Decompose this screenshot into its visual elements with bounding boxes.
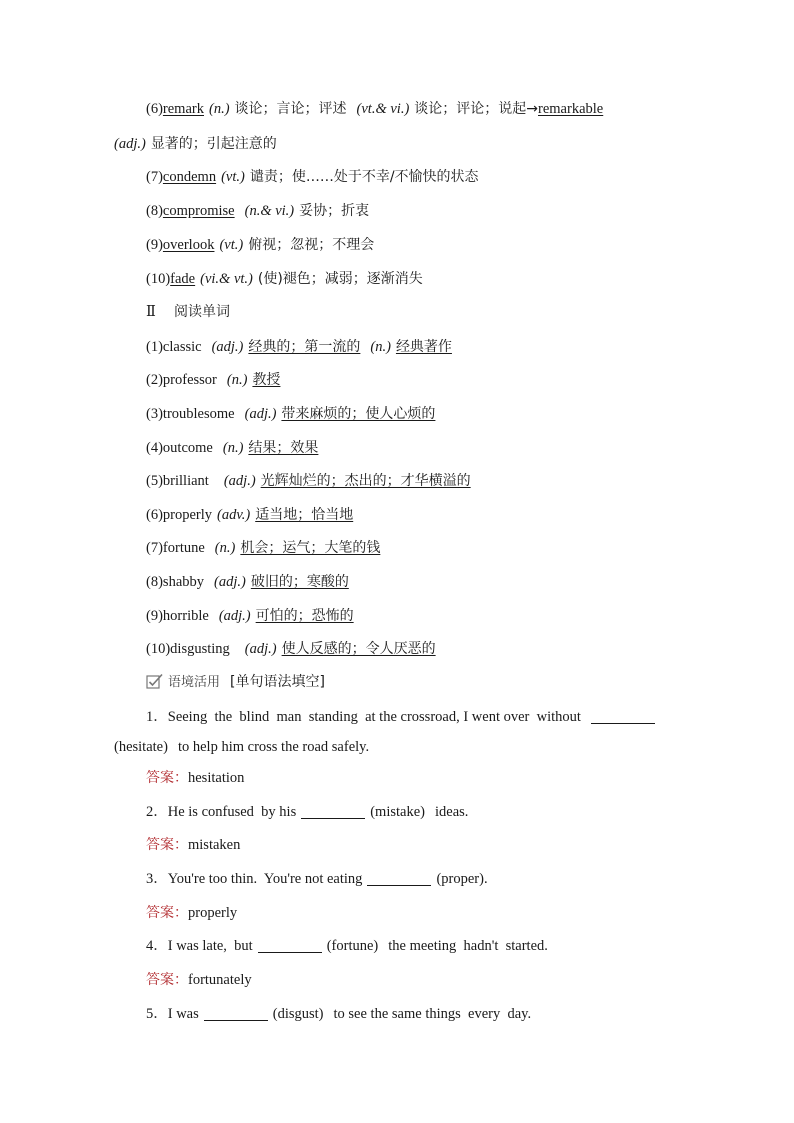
word: compromise [162, 203, 235, 219]
meaning: 带来麻烦的；使人心烦的 [281, 406, 436, 422]
item-number: (3) [146, 406, 163, 422]
answer-label: 答案： [146, 972, 188, 988]
part-of-speech: (vt.) [219, 237, 244, 253]
question-number: 3． [146, 871, 168, 887]
reading-word-7 [146, 538, 380, 558]
exercise-5-question [146, 1004, 531, 1024]
writing-word-9 [146, 235, 374, 255]
part-of-speech: (n.) [226, 372, 248, 388]
exercise-1-answer [146, 768, 244, 788]
word: outcome [162, 440, 213, 456]
word-hint: (mistake) [370, 804, 425, 820]
meaning: 教授 [252, 372, 281, 388]
meaning: 使人反感的；令人厌恶的 [281, 641, 436, 657]
part-of-speech: (adj.) [218, 608, 251, 624]
answer-text: fortunately [188, 972, 252, 988]
answer-label: 答案： [146, 905, 188, 921]
item-number: (5) [146, 473, 163, 489]
meaning: 谈论；评论；说起→ [414, 101, 539, 117]
reading-word-3 [146, 404, 435, 424]
question-number: 4． [146, 938, 168, 954]
question-number: 1． [146, 709, 168, 725]
section-numeral: Ⅱ [146, 304, 156, 320]
reading-word-5 [146, 471, 471, 491]
question-text: the meeting hadn't started. [388, 938, 548, 954]
question-text: to help him cross the road safely. [177, 739, 370, 755]
meaning: 光辉灿烂的；杰出的；才华横溢的 [260, 473, 471, 489]
word: fade [170, 271, 196, 287]
exercise-4-answer [146, 970, 252, 990]
reading-word-10 [146, 639, 436, 659]
exercise-2-question [146, 802, 468, 822]
part-of-speech: (n.) [208, 101, 230, 117]
part-of-speech: (adj.) [244, 406, 277, 422]
answer-blank[interactable] [204, 1006, 268, 1021]
exercise-4-question [146, 936, 548, 956]
word: classic [162, 339, 202, 355]
word: shabby [162, 574, 205, 590]
part-of-speech: (vi.& vt.) [200, 271, 253, 287]
writing-word-10 [146, 269, 423, 289]
answer-label: 答案： [146, 837, 188, 853]
question-text: I was late, but [167, 938, 253, 954]
question-text: You're too thin. You're not eating [167, 871, 363, 887]
exercise-title: [单句语法填空] [230, 674, 325, 690]
item-number: (10) [146, 271, 171, 287]
meaning: 谴责；使……处于不幸/不愉快的状态 [249, 169, 479, 185]
item-number: (6) [146, 101, 163, 117]
reading-word-2 [146, 370, 280, 390]
item-number: (2) [146, 372, 163, 388]
part-of-speech: (vt.& vi.) [356, 101, 410, 117]
item-number: (9) [146, 237, 163, 253]
meaning: 结果；效果 [248, 440, 319, 456]
word: professor [162, 372, 217, 388]
word-hint: (fortune) [326, 938, 379, 954]
word: condemn [162, 169, 217, 185]
question-text: He is confused by his [167, 804, 297, 820]
meaning: 经典著作 [395, 339, 452, 355]
meaning: (使)褪色；减弱；逐渐消失 [257, 271, 423, 287]
reading-word-9 [146, 606, 354, 626]
reading-word-1 [146, 337, 452, 357]
part-of-speech: (n.& vi.) [244, 203, 295, 219]
exercise-header [146, 672, 325, 693]
word: remark [162, 101, 204, 117]
word: disgusting [170, 641, 230, 657]
part-of-speech: (vt.) [221, 169, 245, 185]
meaning: 经典的；第一流的 [248, 339, 361, 355]
part-of-speech: (n.) [222, 440, 244, 456]
answer-blank[interactable] [301, 804, 365, 819]
checkbox-pencil-icon [146, 673, 164, 689]
exercise-tag-label: 语境活用 [168, 675, 221, 690]
item-number: (7) [146, 169, 163, 185]
answer-blank[interactable] [591, 709, 655, 724]
word: properly [162, 507, 213, 523]
writing-word-6 [146, 99, 603, 119]
question-number: 2． [146, 804, 168, 820]
word: overlook [162, 237, 215, 253]
word-hint: (hesitate) [114, 739, 168, 755]
answer-blank[interactable] [258, 938, 322, 953]
question-text: I was [167, 1006, 199, 1022]
meaning: 机会；运气；大笔的钱 [240, 540, 381, 556]
answer-text: mistaken [188, 837, 241, 853]
part-of-speech: (adj.) [211, 339, 244, 355]
item-number: (7) [146, 540, 163, 556]
meaning: 谈论；言论；评述 [234, 101, 347, 117]
meaning: 适当地；恰当地 [255, 507, 354, 523]
question-text: to see the same things every day. [333, 1006, 532, 1022]
answer-text: properly [188, 905, 238, 921]
word: brilliant [162, 473, 209, 489]
meaning: 妥协；折衷 [299, 203, 370, 219]
part-of-speech: (n.) [214, 540, 236, 556]
word: fortune [162, 540, 205, 556]
meaning: 显著的；引起注意的 [150, 136, 277, 152]
item-number: (10) [146, 641, 171, 657]
item-number: (9) [146, 608, 163, 624]
exercise-3-answer [146, 903, 237, 923]
part-of-speech: (adv.) [217, 507, 251, 523]
item-number: (1) [146, 339, 163, 355]
section-title: 阅读单词 [174, 304, 230, 320]
question-text: Seeing the blind man standing at the crossroad, I went over without [167, 709, 581, 725]
exercise-3-question [146, 869, 488, 889]
section-heading-reading [146, 302, 230, 322]
word-hint: (disgust) [272, 1006, 324, 1022]
answer-text: hesitation [188, 770, 245, 786]
question-text: . [483, 871, 488, 887]
question-text: ideas. [434, 804, 469, 820]
exercise-2-answer [146, 835, 240, 855]
answer-label: 答案： [146, 770, 188, 786]
exercise-1-question [146, 707, 655, 727]
part-of-speech: (adj.) [114, 136, 146, 152]
part-of-speech: (adj.) [244, 641, 277, 657]
part-of-speech: (adj.) [214, 574, 246, 590]
item-number: (6) [146, 507, 163, 523]
derived-word: remarkable [538, 101, 604, 117]
meaning: 破旧的；寒酸的 [250, 574, 349, 590]
reading-word-4 [146, 438, 318, 458]
answer-blank[interactable] [367, 871, 431, 886]
item-number: (8) [146, 203, 163, 219]
reading-word-8 [146, 572, 349, 592]
reading-word-6 [146, 505, 353, 525]
word: troublesome [162, 406, 235, 422]
meaning: 可怕的；恐怖的 [255, 608, 354, 624]
word: horrible [162, 608, 209, 624]
item-number: (8) [146, 574, 163, 590]
part-of-speech: (n.) [370, 339, 391, 355]
writing-word-8 [146, 201, 369, 221]
meaning: 俯视；忽视；不理会 [248, 237, 375, 253]
item-number: (4) [146, 440, 163, 456]
exercise-1-question-continued [114, 737, 369, 757]
word-hint: (proper) [436, 871, 484, 887]
question-number: 5． [146, 1006, 168, 1022]
part-of-speech: (adj.) [223, 473, 256, 489]
writing-word-6-continued [114, 134, 277, 154]
writing-word-7 [146, 167, 479, 187]
